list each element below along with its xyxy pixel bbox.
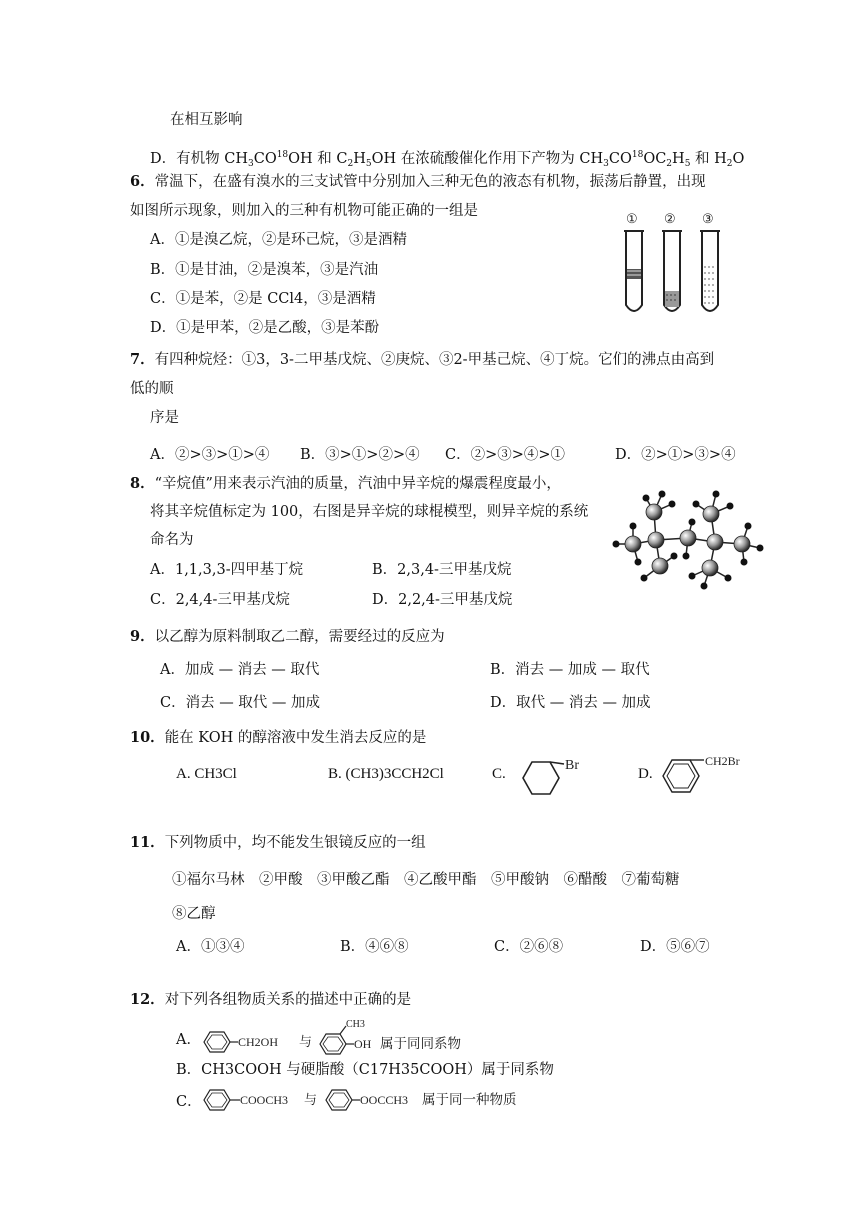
q6-stem-line2: 如图所示现象，则加入的三种有机物可能正确的一组是	[130, 203, 478, 219]
q12c-and: 与	[304, 1093, 318, 1108]
oocch3-label: OOCCH3	[360, 1093, 409, 1107]
q9-option-b: B．消去 — 加成 — 取代	[490, 662, 650, 678]
test-tube-2	[662, 231, 682, 311]
q8-option-b: B．2,3,4-三甲基戊烷	[372, 562, 512, 578]
q6-option-d: D．①是甲苯，②是乙酸，③是苯酚	[150, 320, 380, 336]
q6-stem-line1: 6．常温下，在盛有溴水的三支试管中分别加入三种无色的液态有机物，振荡后静置，出现	[130, 173, 706, 190]
cyclohexyl-bromide-structure	[512, 752, 592, 804]
q8-stem-line2: 将其辛烷值标定为 100，右图是异辛烷的球棍模型，则异辛烷的系统	[150, 504, 589, 520]
q7-stem-line2: 低的顺	[130, 381, 174, 397]
q8-option-d: D．2,2,4-三甲基戊烷	[372, 592, 513, 608]
q6-option-c: C．①是苯，②是 CCl4，③是酒精	[150, 291, 376, 307]
q11-option-b: B．④⑥⑧	[340, 939, 409, 955]
test-tube-3	[700, 231, 720, 311]
q11-option-d: D．⑤⑥⑦	[640, 939, 710, 955]
tube-label-1: ①	[626, 211, 638, 226]
q10-option-c: C.	[492, 766, 506, 782]
q6-option-b: B．①是甘油，②是溴苯，③是汽油	[150, 262, 379, 278]
q5-option-d: D．有机物 $CH_3CO^{18}OH$ 和 $C_2H_5OH$ 在浓硫酸催化作用下产物为 $CH_3CO^{18}OC_2H_5$ 和 $H_2O$	[150, 150, 745, 169]
q12-stem: 12．对下列各组物质关系的描述中正确的是	[130, 991, 412, 1008]
q7-stem-line1: 7．有四种烷烃：①3，3-二甲基戊烷、②庚烷、③2-甲基己烷、④丁烷。它们的沸点由高到	[130, 351, 715, 368]
q12-option-b: B．CH3COOH 与硬脂酸（C17H35COOH）属于同系物	[176, 1062, 554, 1078]
q9-option-a: A．加成 — 消去 — 取代	[160, 662, 320, 678]
q11-stem: 11．下列物质中，均不能发生银镜反应的一组	[130, 834, 426, 851]
q12-option-c-label: C．	[176, 1094, 202, 1110]
q12-option-c-structures	[196, 1082, 556, 1118]
q7-option-c: C．②>③>④>①	[445, 447, 566, 463]
q10-option-b: B. (CH3)3CCH2Cl	[328, 766, 444, 782]
tube-label-3: ③	[702, 211, 714, 226]
q12a-and: 与	[299, 1035, 313, 1050]
q12a-relation: 属于同同系物	[380, 1036, 461, 1052]
q10-stem: 10．能在 KOH 的醇溶液中发生消去反应的是	[130, 729, 427, 746]
test-tube-1	[624, 231, 644, 311]
q9-stem: 9．以乙醇为原料制取乙二醇，需要经过的反应为	[130, 628, 445, 645]
q11-items-line2: ⑧乙醇	[172, 906, 216, 922]
isooctane-ball-stick-model	[608, 482, 770, 594]
benzyl-bromide-structure	[658, 752, 768, 804]
q8-option-c: C．2,4,4-三甲基戊烷	[150, 592, 290, 608]
q11-option-a: A．①③④	[176, 939, 245, 955]
ch2oh-label: CH2OH	[238, 1035, 279, 1049]
br-label: Br	[565, 758, 579, 773]
q7-option-b: B．③>①>②>④	[300, 447, 420, 463]
q8-stem-line3: 命名为	[150, 532, 194, 548]
q7-option-d: D．②>①>③>④	[615, 447, 736, 463]
test-tubes-figure	[612, 205, 732, 320]
q12-option-a-structures	[196, 1018, 496, 1064]
q7-option-a: A．②>③>①>④	[150, 447, 270, 463]
continuation-line: 在相互影响	[170, 112, 243, 128]
ch3-label: CH3	[346, 1019, 365, 1030]
q9-option-c: C．消去 — 取代 — 加成	[160, 695, 321, 711]
q8-stem-line1: 8．“辛烷值”用来表示汽油的质量，汽油中异辛烷的爆震程度最小，	[130, 475, 561, 492]
q12-option-a-label: A．	[176, 1032, 201, 1048]
cooch3-label: COOCH3	[240, 1093, 289, 1107]
q11-option-c: C．②⑥⑧	[494, 939, 564, 955]
q12c-relation: 属于同一种物质	[422, 1092, 517, 1108]
tube-label-2: ②	[664, 211, 676, 226]
q7-stem-line3: 序是	[150, 410, 179, 426]
q6-option-a: A．①是溴乙烷，②是环己烷，③是酒精	[150, 232, 407, 248]
q8-option-a: A．1,1,3,3-四甲基丁烷	[150, 562, 304, 578]
q9-option-d: D．取代 — 消去 — 加成	[490, 695, 651, 711]
q11-items-line1: ①福尔马林 ②甲酸 ③甲酸乙酯 ④乙酸甲酯 ⑤甲酸钠 ⑥醋酸 ⑦葡萄糖	[172, 872, 680, 888]
ch2br-label: CH2Br	[705, 754, 740, 768]
q10-option-d: D.	[638, 766, 653, 782]
q10-option-a: A. CH3Cl	[176, 766, 237, 782]
oh-label: OH	[354, 1037, 372, 1051]
